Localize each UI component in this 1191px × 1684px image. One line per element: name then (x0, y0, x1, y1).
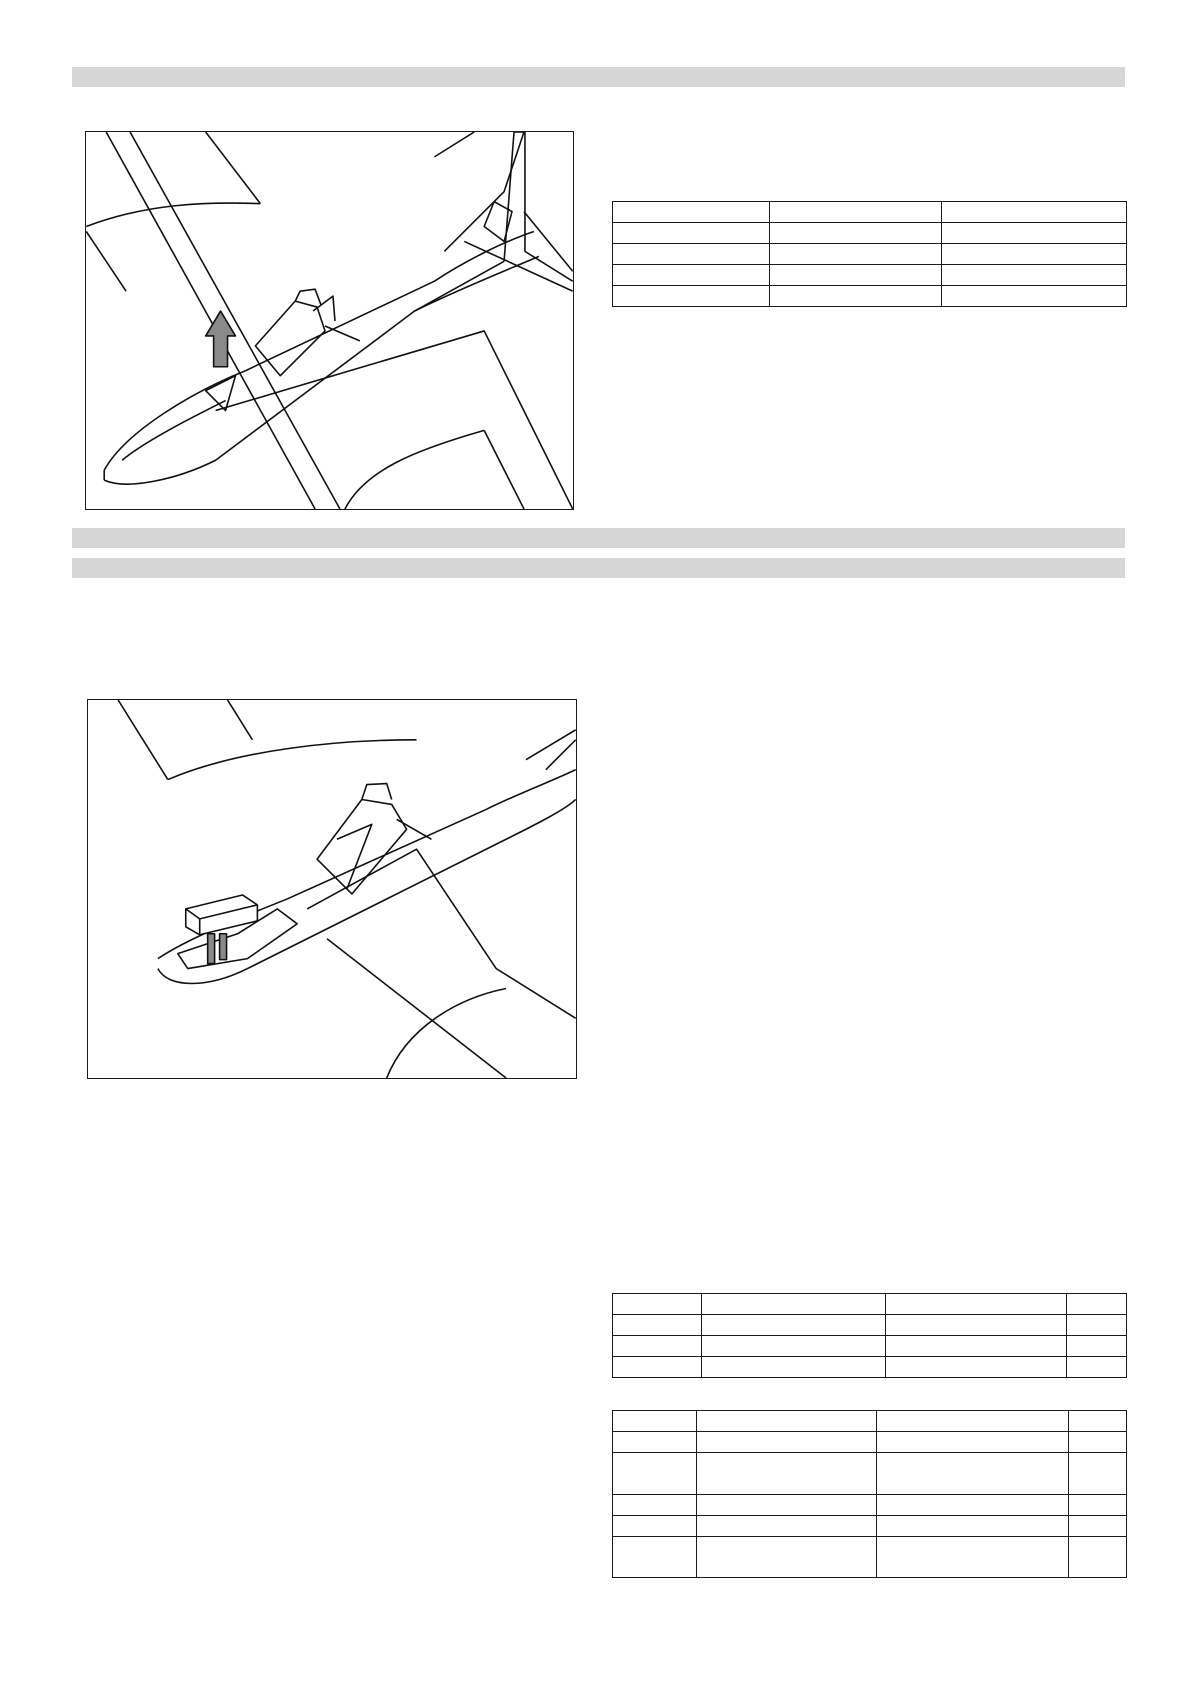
table-cell (886, 1357, 1067, 1378)
table-cell (1067, 1294, 1127, 1315)
table-cell (886, 1294, 1067, 1315)
table-cell (613, 286, 770, 307)
table-cell (697, 1537, 877, 1578)
table-cell (877, 1495, 1069, 1516)
table-cell (886, 1336, 1067, 1357)
section-header-bar-middle-1 (72, 528, 1125, 548)
table-row (613, 1453, 1127, 1495)
table-cell (613, 1315, 702, 1336)
table-cell (1067, 1315, 1127, 1336)
table-cell (1069, 1411, 1127, 1432)
table-cell (697, 1495, 877, 1516)
table-cell (702, 1357, 886, 1378)
figure-fuselage-arrow (85, 131, 574, 510)
table-cell (613, 1516, 697, 1537)
table-cell (770, 265, 942, 286)
table-cell (613, 1357, 702, 1378)
table-cell (702, 1336, 886, 1357)
data-table-bottom-right-1 (612, 1293, 1127, 1378)
table-cell (877, 1411, 1069, 1432)
table-cell (697, 1516, 877, 1537)
table-cell (770, 223, 942, 244)
table-cell (613, 1432, 697, 1453)
table-row (613, 1315, 1127, 1336)
table-cell (1069, 1453, 1127, 1495)
figure-battery-install (87, 699, 577, 1079)
table-row (613, 1336, 1127, 1357)
table-cell (877, 1537, 1069, 1578)
table-row (613, 223, 1127, 244)
table-cell (1067, 1336, 1127, 1357)
table-cell (1067, 1357, 1127, 1378)
table-row (613, 1516, 1127, 1537)
table-cell (613, 244, 770, 265)
table-cell (702, 1294, 886, 1315)
table-cell (770, 244, 942, 265)
table-cell (613, 1411, 697, 1432)
table-cell (770, 286, 942, 307)
table-cell (613, 265, 770, 286)
section-header-bar-top (72, 67, 1125, 87)
data-table-top-right (612, 201, 1127, 307)
table-row (613, 1411, 1127, 1432)
table-cell (886, 1315, 1067, 1336)
table-cell (877, 1432, 1069, 1453)
table-cell (942, 244, 1127, 265)
table-row (613, 1357, 1127, 1378)
table-row (613, 202, 1127, 223)
table-row (613, 1294, 1127, 1315)
table-row (613, 286, 1127, 307)
table-cell (942, 202, 1127, 223)
table-cell (1069, 1516, 1127, 1537)
table-row (613, 244, 1127, 265)
table-row (613, 1432, 1127, 1453)
table-cell (613, 202, 770, 223)
table-cell (942, 286, 1127, 307)
table-cell (770, 202, 942, 223)
table-cell (1069, 1432, 1127, 1453)
section-header-bar-middle-2 (72, 558, 1125, 578)
table-row (613, 265, 1127, 286)
table-cell (613, 1336, 702, 1357)
table-cell (613, 1294, 702, 1315)
table-cell (697, 1432, 877, 1453)
table-cell (942, 223, 1127, 244)
table-cell (942, 265, 1127, 286)
table-cell (613, 1453, 697, 1495)
table-cell (702, 1315, 886, 1336)
table-row (613, 1537, 1127, 1578)
table-row (613, 1495, 1127, 1516)
table-cell (613, 1537, 697, 1578)
table-cell (1069, 1495, 1127, 1516)
table-cell (1069, 1537, 1127, 1578)
data-table-bottom-right-2 (612, 1410, 1127, 1578)
table-cell (613, 223, 770, 244)
table-cell (697, 1411, 877, 1432)
table-cell (613, 1495, 697, 1516)
table-cell (877, 1516, 1069, 1537)
table-cell (877, 1453, 1069, 1495)
table-cell (697, 1453, 877, 1495)
